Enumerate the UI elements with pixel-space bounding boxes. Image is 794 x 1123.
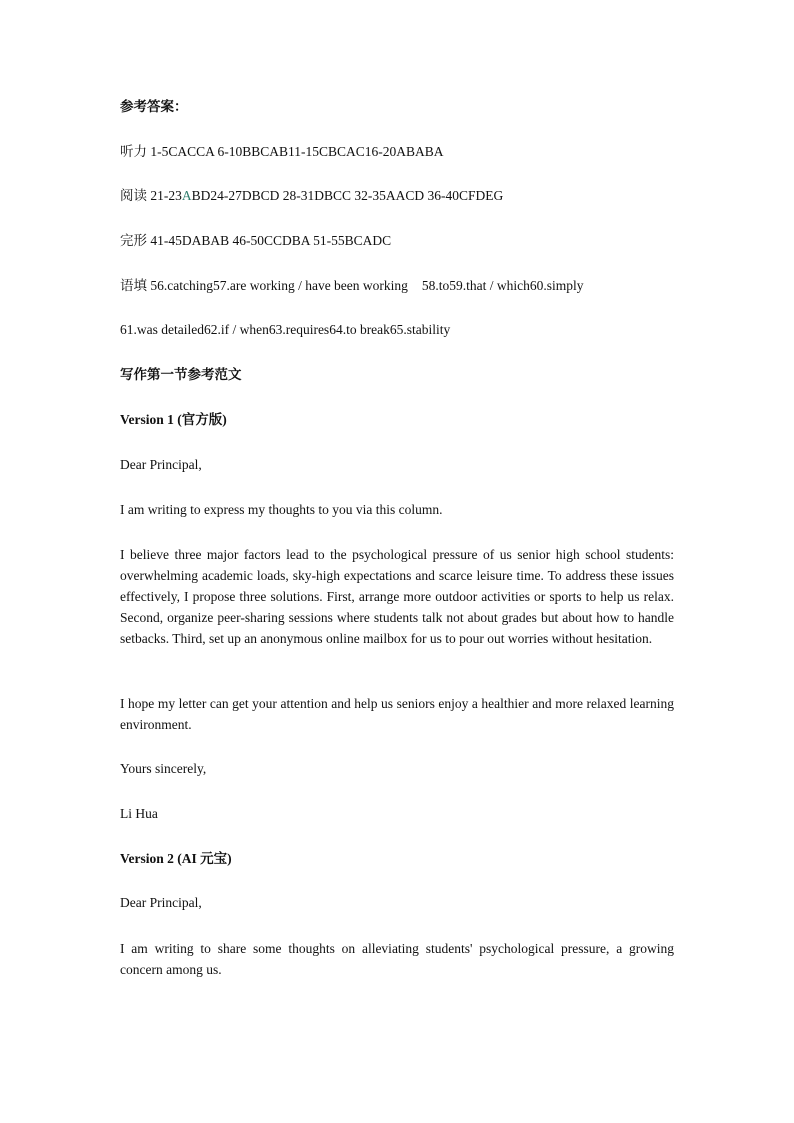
answer-key-heading: 参考答案： [120,99,188,114]
writing-section-title: 写作第一节参考范文 [120,367,242,382]
version-1-closing: Yours sincerely, [120,761,207,776]
reading-answers-prefix: 阅读 21-23 [120,188,182,203]
version-2-paragraph-1: I am writing to share some thoughts on alleviating students' psychological pressure, a growing concern among us. [120,941,674,977]
listening-answers: 听力 1-5CACCA 6-10BBCAB11-15CBCAC16-20ABABA [120,144,444,159]
cloze-answers: 完形 41-45DABAB 46-50CCDBA 51-55BCADC [120,233,392,248]
grammar-fill-answers-line-1 [120,277,584,295]
version-1-signature: Li Hua [120,806,158,821]
grammar-fill-part-2: 58.to59.that / which60.simply [421,278,584,293]
version-2-salutation: Dear Principal, [120,895,202,910]
reading-answers-highlight: A [181,188,192,203]
version-1-salutation: Dear Principal, [120,457,202,472]
grammar-fill-answers-line-2: 61.was detailed62.if / when63.requires64.to break65.stability [120,322,451,337]
reading-answers-suffix: BD24-27DBCD 28-31DBCC 32-35AACD 36-40CFDEG [191,188,504,203]
version-1-paragraph-2: I believe three major factors lead to the psychological pressure of us senior high school students: overwhelming academic loads, sky-high expectations and scarce leisure time. To address these issues effectively, I propose three solutions. First, arrange more outdoor activities or sports to help us relax. Second, organize peer-sharing sessions where students talk not about grades but about how to handle setbacks. Third, set up an anonymous online mailbox for us to pour out worries without hesitation. [120,547,674,646]
grammar-fill-part-1: 语填 56.catching57.are working / have been working [120,278,408,293]
version-2-title: Version 2 (AI 元宝) [120,851,232,866]
version-1-paragraph-1: I am writing to express my thoughts to you via this column. [120,502,443,517]
version-1-title: Version 1 (官方版) [120,412,227,427]
version-1-paragraph-3: I hope my letter can get your attention and help us seniors enjoy a healthier and more relaxed learning environment. [120,696,674,732]
reading-answers [120,187,503,205]
